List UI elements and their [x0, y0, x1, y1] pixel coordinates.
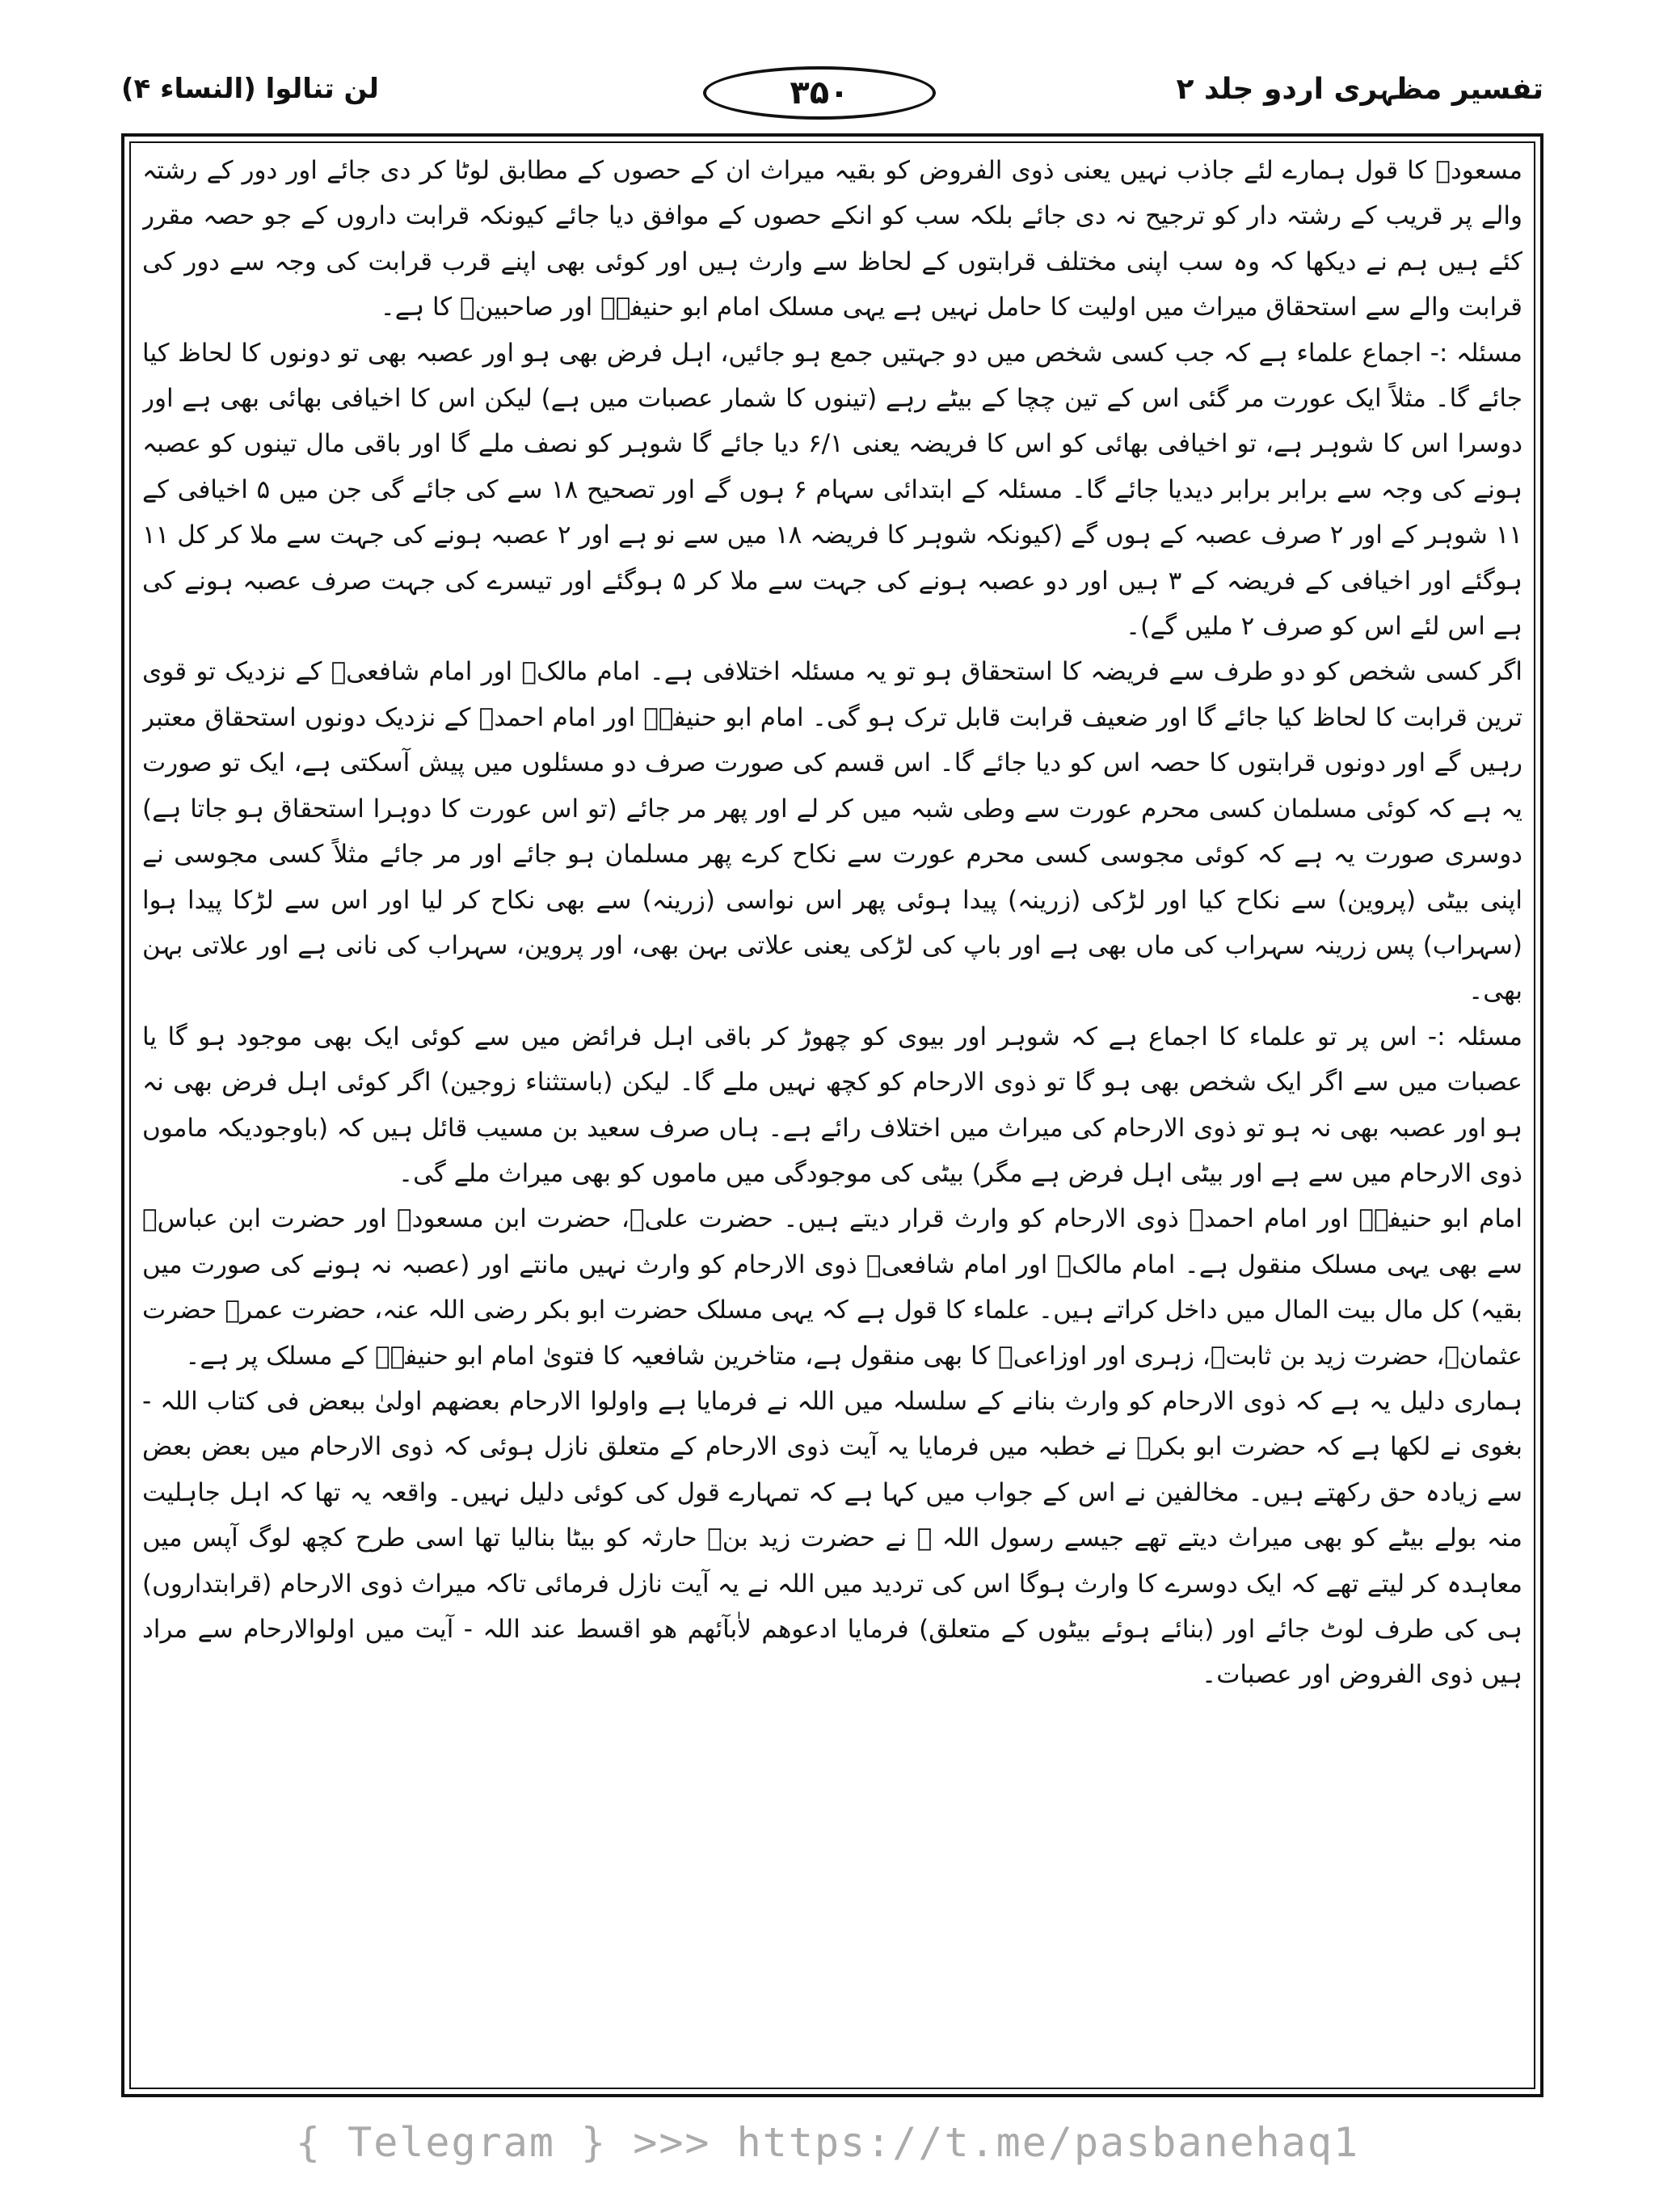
book-title: تفسیر مظہری اردو جلد ۲ [1176, 73, 1543, 106]
paragraph-5: امام ابو حنیفہؒ اور امام احمدؒ ذوی الارحام کو وارث قرار دیتے ہیں۔ حضرت علیؓ، حضرت ابن مسعودؓ اور حضرت ابن عباسؓ سے بھی یہی مسلک منقول ہے۔ امام مالکؒ اور امام شافعیؒ ذوی الارحام کو وارث نہیں مانتے اور (عصبہ نہ ہونے کی صورت میں بقیہ) کل مال بیت المال میں داخل کراتے ہیں۔ علماء کا قول ہے کہ یہی مسلک حضرت ابو بکر رضی اللہ عنہ، حضرت عمرؓ حضرت عثمانؓ، حضرت زید بن ثابتؓ، زہری اور اوزاعیؒ کا بھی منقول ہے، متاخرین شافعیہ کا فتویٰ امام ابو حنیفہؒ کے مسلک پر ہے۔ [142, 1204, 1522, 1371]
paragraph-1: مسعودؓ کا قول ہمارے لئے جاذب نہیں یعنی ذوی الفروض کو بقیہ میراث ان کے حصوں کے مطابق لوٹا کر دی جائے اور دور کے رشتہ والے پر قریب کے رشتہ دار کو ترجیح نہ دی جائے بلکہ سب کو انکے حصوں کے موافق دیا جائے کیونکہ قرابت داروں کے جو حصہ مقرر کئے ہیں ہم نے دیکھا کہ وہ سب اپنی مختلف قرابتوں کے لحاظ سے وارث ہیں اور کوئی بھی اپنے قرب قرابت کی وجہ سے دور کی قرابت والے سے استحقاق میراث میں اولیت کا حامل نہیں ہے یہی مسلک امام ابو حنیفہؒ اور صاحبینؒ کا ہے۔ [142, 156, 1522, 322]
page-body [142, 148, 1522, 2083]
paragraph-4: مسئلہ :- اس پر تو علماء کا اجماع ہے کہ شوہر اور بیوی کو چھوڑ کر باقی اہل فرائض میں سے کوئی ایک بھی موجود ہو گا یا عصبات میں سے اگر ایک شخص بھی ہو گا تو ذوی الارحام کو کچھ نہیں ملے گا۔ لیکن (باستثناء زوجین) اگر کوئی اہل فرض بھی نہ ہو اور عصبہ بھی نہ ہو تو ذوی الارحام کی میراث میں اختلاف رائے ہے۔ ہاں صرف سعید بن مسیب قائل ہیں کہ (باوجودیکہ ماموں ذوی الارحام میں سے ہے اور بیٹی اہل فرض ہے مگر) بیٹی کی موجودگی میں ماموں کو بھی میراث ملے گی۔ [142, 1022, 1522, 1188]
paragraph-2: مسئلہ :- اجماع علماء ہے کہ جب کسی شخص میں دو جہتیں جمع ہو جائیں، اہل فرض بھی ہو اور عصبہ بھی تو دونوں کا لحاظ کیا جائے گا۔ مثلاً ایک عورت مر گئی اس کے تین چچا کے بیٹے رہے (تینوں کا شمار عصبات میں ہے) لیکن اس کا اخیافی بھائی بھی ہے اور دوسرا اس کا شوہر ہے، تو اخیافی بھائی کو اس کا فریضہ یعنی ۶/۱ دیا جائے گا شوہر کو نصف ملے گا اور باقی مال تینوں کو عصبہ ہونے کی وجہ سے برابر برابر دیدیا جائے گا۔ مسئلہ کے ابتدائی سہام ۶ ہوں گے اور تصحیح ۱۸ سے کی جائے گی جن میں ۵ اخیافی کے ۱۱ شوہر کے اور ۲ صرف عصبہ کے ہوں گے (کیونکہ شوہر کا فریضہ ۱۸ میں سے نو ہے اور ۲ عصبہ ہونے کی جہت سے ملا کر کل ۱۱ ہوگئے اور اخیافی کے فریضہ کے ۳ ہیں اور دو عصبہ ہونے کی جہت سے ملا کر ۵ ہوگئے اور تیسرے کی جہت صرف عصبہ ہونے کی ہے اس لئے اس کو صرف ۲ ملیں گے)۔ [142, 338, 1522, 642]
telegram-watermark: { Telegram } >>> https://t.me/pasbanehaq1 [295, 2119, 1360, 2166]
page-number: ۳۵۰ [703, 66, 936, 120]
paragraph-6: ہماری دلیل یہ ہے کہ ذوی الارحام کو وارث بنانے کے سلسلہ میں اللہ نے فرمایا ہے واولوا الارحام بعضھم اولیٰ ببعض فی کتاب اللہ - بغوی نے لکھا ہے کہ حضرت ابو بکرؓ نے خطبہ میں فرمایا یہ آیت ذوی الارحام کے متعلق نازل ہوئی کہ ذوی الارحام میں بعض بعض سے زیادہ حق رکھتے ہیں۔ مخالفین نے اس کے جواب میں کہا ہے کہ تمہارے قول کی کوئی دلیل نہیں۔ واقعہ یہ تھا کہ اہل جاہلیت منہ بولے بیٹے کو بھی میراث دیتے تھے جیسے رسول اللہ ﷺ نے حضرت زید بنؓ حارثہ کو بیٹا بنالیا تھا اسی طرح کچھ لوگ آپس میں معاہدہ کر لیتے تھے کہ ایک دوسرے کا وارث ہوگا اس کی تردید میں اللہ نے یہ آیت نازل فرمائی تاکہ میراث ذوی الارحام (قرابتداروں) ہی کی طرف لوٹ جائے اور (بنائے ہوئے بیٹوں کے متعلق) فرمایا ادعوھم لاٰبآئھم ھو اقسط عند اللہ - آیت میں اولوالارحام سے مراد ہیں ذوی الفروض اور عصبات۔ [142, 1386, 1522, 1690]
page-frame [121, 133, 1543, 2097]
paragraph-3: اگر کسی شخص کو دو طرف سے فریضہ کا استحقاق ہو تو یہ مسئلہ اختلافی ہے۔ امام مالکؒ اور امام شافعیؒ کے نزدیک تو قوی ترین قرابت کا لحاظ کیا جائے گا اور ضعیف قرابت قابل ترک ہو گی۔ امام ابو حنیفہؒ اور امام احمدؒ کے نزدیک دونوں استحقاق معتبر رہیں گے اور دونوں قرابتوں کا حصہ اس کو دیا جائے گا۔ اس قسم کی صورت صرف دو مسئلوں میں پیش آسکتی ہے، ایک تو صورت یہ ہے کہ کوئی مسلمان کسی محرم عورت سے وطی شبہ میں کر لے اور پھر مر جائے (تو اس عورت کا دوہرا استحقاق ہو جاتا ہے) دوسری صورت یہ ہے کہ کوئی مجوسی کسی محرم عورت سے نکاح کرے پھر مسلمان ہو جائے اور مر جائے مثلاً کسی مجوسی نے اپنی بیٹی (پروین) سے نکاح کیا اور لڑکی (زرینہ) پیدا ہوئی پھر اس نواسی (زرینہ) سے بھی نکاح کر لیا اور اس سے لڑکا پیدا ہوا (سہراب) پس زرینہ سہراب کی ماں بھی ہے اور باپ کی لڑکی یعنی علاتی بہن بھی، اور پروین، سہراب کی نانی ہے اور علاتی بہن بھی۔ [142, 657, 1522, 1006]
page-header [121, 65, 1543, 129]
chapter-reference: لن تنالوا (النساء ۴) [121, 73, 379, 105]
